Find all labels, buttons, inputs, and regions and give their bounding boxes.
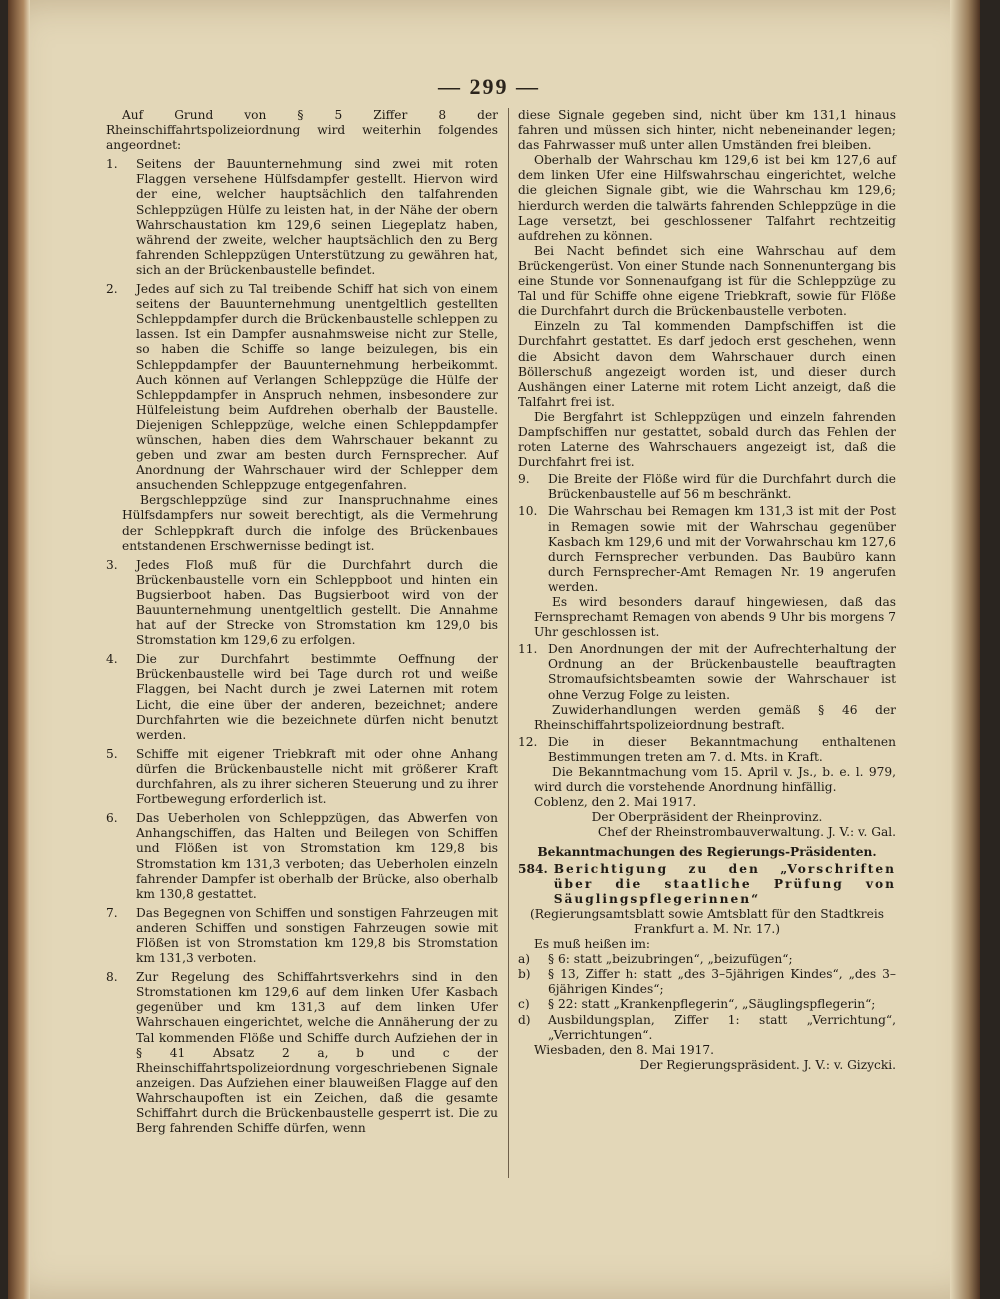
item-text: Die Breite der Flöße wird für die Durchfahrt durch die Brückenbaustelle auf 56 m beschränkt. [548,472,896,502]
binding-shadow-left [8,0,30,1299]
item-11 [518,642,896,702]
item-number: 4. [106,652,118,667]
item-text: Das Ueberholen von Schleppzügen, das Abwerfen von Anhangschiffen, das Halten und Beilegen von Schiffen und Flößen ist von Stromstation km 129,8 bis Stromstation km 131,3 verboten; das Ueberholen einzeln fahrender Dampfer ist oberhalb der Brücke, also oberhalb km 130,8 gestattet. [136,811,498,901]
item-number: 12. [518,734,538,749]
item-4 [106,652,498,743]
correction-c [518,997,896,1012]
item-number: 7. [106,905,118,920]
item-text: Seitens der Bauunternehmung sind zwei mit roten Flaggen versehene Hülfsdampfer gestellt. Hiervon wird der eine, welcher hauptsächlich den talfahrenden Schleppzügen Hülfe zu leisten hat, in der Nähe der obern Wahrschaustation km 129,6 seinen Liegeplatz haben, während der zweite, welcher hauptsächlich den zu Berg fahrenden Schleppzügen Unterstützung zu gewähren hat, sich an der Brückenbaustelle befindet. [136,157,498,277]
item-number: 8. [106,970,118,985]
correction-label: a) [518,952,531,967]
item-11-extra: Zuwiderhandlungen werden gemäß § 46 der Rheinschiffahrtspolizeiordnung bestraft. [534,702,896,732]
item-8-paragraph-d: Einzeln zu Tal kommenden Dampfschiffen ist die Durchfahrt gestattet. Es darf jedoch erst geschehen, wenn die Absicht davon dem Wahrschauer durch einen Böllerschuß angezeigt worden ist, und dieser durch Aushängen einer Laterne mit rotem Licht anzeigt, daß die Talfahrt frei ist. [518,319,896,409]
item-10-extra: Es wird besonders darauf hingewiesen, daß das Fernsprechamt Remagen von abends 9 Uhr bis morgens 7 Uhr geschlossen ist. [534,595,896,640]
correction-label: b) [518,967,531,982]
correction-text: Ausbildungsplan, Ziffer 1: statt „Verrichtung“, „Verrichtungen“. [548,1012,896,1042]
correction-text: § 22: statt „Krankenpflegerin“, „Säuglingspflegerin“; [548,997,876,1012]
item-number: 9. [518,472,530,487]
notice-title: Berichtigung zu den „Vorschriften über die staatliche Prüfung von Säuglingspflegerinnen“ [553,861,896,906]
item-number: 1. [106,157,118,172]
item-2-extra: Bergschleppzüge sind zur Inanspruchnahme eines Hülfsdampfers nur soweit berechtigt, als die Vermehrung der Schleppkraft durch die infolge des Brückenbaues entstandenen Erschwernisse bedingt ist. [122,493,498,553]
section-heading: Bekanntmachungen des Regierungs-Präsidenten. [537,844,877,859]
item-number: 11. [518,642,538,657]
item-number: 5. [106,746,118,761]
item-text: Zur Regelung des Schiffahrtsverkehrs sind in den Stromstationen km 129,6 auf dem linken Ufer Kasbach gegenüber und km 131,3 auf dem linken Ufer Wahrschauen eingerichtet, welche die Annäherung der zu Tal kommenden Flöße und Schiffe durch Aufziehen der in § 41 Absatz 2 a, b und c der Rheinschiffahrtspolizeiordnung vorgeschriebenen Signale anzeigen. Das Aufziehen einer blauweißen Flagge auf den Wahrschaupoften ist ein Zeichen, daß die gesamte Schiffahrt durch die Brückenbaustelle gesperrt ist. Die zu Berg fahrenden Schiffe dürfen, wenn [136,970,498,1136]
signature-rheinstrom: Chef der Rheinstrombauverwaltung. J. V.: v. Gal. [597,825,896,840]
item-5 [106,747,498,807]
item-8-paragraph-e: Die Bergfahrt ist Schleppzügen und einzeln fahrenden Dampfschiffen nur gestattet, sobald durch das Fehlen der roten Laterne des Wahrschauers angezeigt ist, daß die Durchfahrt frei ist. [518,409,896,470]
correction-d [518,1013,896,1043]
item-6 [106,811,498,902]
item-10 [518,504,896,595]
correction-b [518,967,896,997]
item-text: Jedes Floß muß für die Durchfahrt durch die Brückenbaustelle vorn ein Schleppboot und hinten ein Bugsierboot haben. Das Bugsierboot wird von der Bauunternehmung unentgeltlich gestellt. Die Annahme hat auf der Strecke von Stromstation km 129,0 bis Stromstation km 129,6 zu erfolgen. [136,557,498,648]
item-12-extra: Die Bekanntmachung vom 15. April v. Js., b. e. l. 979, wird durch die vorstehende Anordnung hinfällig. [534,765,896,795]
notice-source: (Regierungsamtsblatt sowie Amtsblatt für den Stadtkreis Frankfurt a. M. Nr. 17.) [530,906,884,936]
item-12 [518,735,896,765]
correction-text: § 13, Ziffer h: statt „des 3–5jährigen Kindes“, „des 3–6jährigen Kindes“; [548,967,896,997]
column-divider [508,108,509,1178]
item-number: 2. [106,282,118,297]
item-number: 6. [106,811,118,826]
binding-shadow-right [950,0,980,1299]
item-9 [518,472,896,502]
intro-paragraph: Auf Grund von § 5 Ziffer 8 der Rheinschiffahrtspolizeiordnung wird weiterhin folgendes angeordnet: [106,108,498,153]
item-text: Die Wahrschau bei Remagen km 131,3 ist mit der Post in Remagen sowie mit der Wahrschau gegenüber Kasbach km 129,6 und mit der Vorwahrschau km 127,6 durch Fernsprecher verbunden. Das Baubüro kann durch Fernsprecher-Amt Remagen Nr. 19 angerufen werden. [548,504,896,594]
must-read: Es muß heißen im: [534,937,651,952]
item-7 [106,906,498,966]
signature-oberpraesident: Der Oberpräsident der Rheinprovinz. [591,810,823,825]
correction-label: c) [518,997,530,1012]
place-date: Coblenz, den 2. Mai 1917. [534,795,697,810]
item-text: Jedes auf sich zu Tal treibende Schiff hat sich von einem seitens der Bauunternehmung unentgeltlich gestellten Schleppdampfer durch die Brückenbaustelle schleppen zu lassen. Ist ein Dampfer ausnahmsweise nicht zur Stelle, so haben die Schiffe so lange beizulegen, bis ein Schleppdampfer der Bauunternehmung herbeikommt. Auch können auf Verlangen Schleppzüge die Hülfe der Schleppdampfer in Anspruch nehmen, insbesondere zur Hülfeleistung beim Aufdrehen oberhalb der Baustelle. Diejenigen Schleppzüge, welche einen Schleppdampfer wünschen, haben dies dem Wahrschauer bekannt zu geben und zwar am besten durch Fernsprecher. Auf Anordnung der Wahrschauer wird der Schlepper dem ansuchenden Schleppzuge entgegenfahren. [136,282,498,493]
item-text: Das Begegnen von Schiffen und sonstigen Fahrzeugen mit anderen Schiffen und sonstigen Fahrzeugen sowie mit Flößen ist von Stromstation km 129,8 bis Stromstation km 131,3 verboten. [136,905,498,966]
place-date-wiesbaden: Wiesbaden, den 8. Mai 1917. [534,1042,715,1057]
signature-regierungspraesident: Der Regierungspräsident. J. V.: v. Gizycki. [639,1057,896,1072]
item-2 [106,282,498,493]
right-column [518,108,896,1073]
correction-a [518,952,896,967]
item-8-paragraph-b: Oberhalb der Wahrschau km 129,6 ist bei km 127,6 auf dem linken Ufer eine Hilfswahrschau eingerichtet, welche die gleichen Signale gibt, wie die Wahrschau km 129,6; hierdurch werden die talwärts fahrenden Schleppzüge in die Lage versetzt, bei geschlossener Talfahrt rechtzeitig aufdrehen zu können. [518,153,896,243]
notice-584 [518,862,896,907]
item-number: 10. [518,504,538,519]
item-1 [106,157,498,278]
scanned-page [8,0,980,1299]
page-number: — 299 — [438,74,540,99]
notice-number: 584. [518,861,548,876]
item-text: Die in dieser Bekanntmachung enthaltenen Bestimmungen treten am 7. d. Mts. in Kraft. [548,734,896,764]
item-8-continuation: diese Signale gegeben sind, nicht über km 131,1 hinaus fahren und müssen sich hinter, nicht nebeneinander legen; das Fahrwasser muß unter allen Umständen frei bleiben. [518,108,896,153]
item-number: 3. [106,557,118,572]
item-text: Die zur Durchfahrt bestimmte Oeffnung der Brückenbaustelle wird bei Tage durch rot und weiße Flaggen, bei Nacht durch je zwei Laternen mit rotem Licht, die eine über der anderen, bezeichnet; andere Durchfahrten wie die bezeichnete dürfen nicht benutzt werden. [136,652,498,742]
item-8 [106,970,498,1136]
item-text: Schiffe mit eigener Triebkraft mit oder ohne Anhang dürfen die Brückenbaustelle nicht mit größerer Kraft durchfahren, als zu ihrer sicheren Steuerung und zu ihrer Fortbewegung erforderlich ist. [136,746,498,807]
item-3 [106,558,498,649]
item-text: Den Anordnungen der mit der Aufrechterhaltung der Ordnung an der Brückenbaustelle beauftragten Stromaufsichtsbeamten sowie der Wahrschauer ist ohne Verzug Folge zu leisten. [548,642,896,702]
left-column [106,108,498,1136]
correction-label: d) [518,1012,531,1027]
item-8-paragraph-c: Bei Nacht befindet sich eine Wahrschau auf dem Brückengerüst. Von einer Stunde nach Sonnenuntergang bis eine Stunde vor Sonnenaufgang ist für die Schleppzüge zu Tal und für Schiffe ohne eigene Triebkraft, sowie für Flöße die Durchfahrt durch die Brückenbaustelle verboten. [518,243,896,319]
correction-text: § 6: statt „beizubringen“, „beizufügen“; [548,952,793,967]
